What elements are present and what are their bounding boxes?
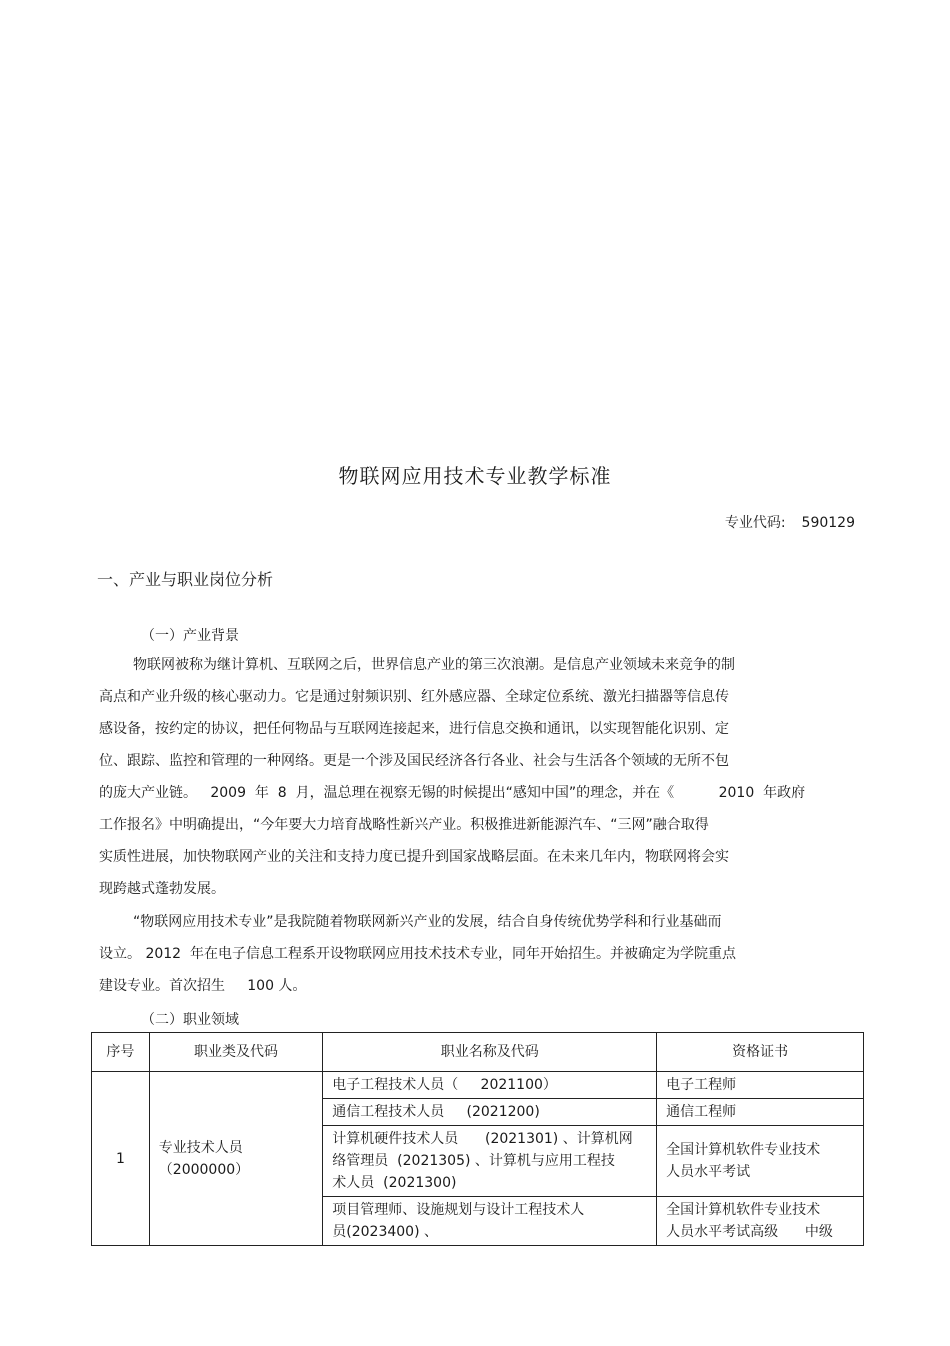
table-header-row (92, 1033, 864, 1072)
occupation-table (91, 1032, 864, 1246)
header-occupation: 职业名称及代码 (323, 1033, 657, 1072)
certificate-line: 通信工程师 (666, 1104, 737, 1120)
major-code (725, 512, 855, 532)
header-certificate: 资格证书 (657, 1033, 864, 1072)
occupation-line: 术人员 (2021300) (332, 1175, 457, 1191)
header-index: 序号 (92, 1033, 150, 1072)
header-category: 职业类及代码 (149, 1033, 322, 1072)
major-code-label: 专业代码: (724, 515, 786, 531)
paragraph-line: 物联网被称为继计算机、互联网之后，世界信息产业的第三次浪潮。是信息产业领域未来竞争的制 (133, 657, 735, 673)
section-heading-1: 一、产业与职业岗位分析 (97, 570, 274, 589)
paragraph-line: 建设专业。首次招生 100 人。 (99, 978, 307, 994)
category-line: （2000000） (158, 1161, 250, 1178)
paragraph-line: 设立。 2012 年在电子信息工程系开设物联网应用技术技术专业，同年开始招生。并被确定为学院重点 (99, 946, 736, 962)
occupation-line: 员(2023400) 、 (332, 1224, 439, 1240)
paragraph-line: 感设备，按约定的协议，把任何物品与互联网连接起来，进行信息交换和通讯，以实现智能化识别、定 (99, 721, 729, 737)
table-row (92, 1072, 864, 1099)
certificate-line: 人员水平考试 (666, 1164, 751, 1180)
paragraph-industry-background (99, 649, 806, 905)
certificate-line: 全国计算机软件专业技术 (666, 1202, 821, 1218)
occupation-cell (323, 1072, 657, 1099)
row-category (149, 1072, 322, 1246)
paragraph-line: 现跨越式蓬勃发展。 (99, 881, 225, 897)
major-code-value: 590129 (801, 515, 855, 531)
paragraph-line: 高点和产业升级的核心驱动力。它是通过射频识别、红外感应器、全球定位系统、激光扫描器等信息传 (99, 689, 729, 705)
certificate-line: 全国计算机软件专业技术 (666, 1142, 821, 1158)
row-index: 1 (92, 1072, 150, 1246)
occupation-cell (323, 1099, 657, 1126)
certificate-line: 人员水平考试高级 中级 (666, 1224, 833, 1240)
occupation-line: 计算机硬件技术人员 (2021301) 、计算机网 (332, 1131, 633, 1147)
subsection-heading-occupation: （二）职业领域 (141, 1012, 239, 1028)
occupation-cell (323, 1197, 657, 1246)
occupation-line: 项目管理师、设施规划与设计工程技术人 (332, 1202, 585, 1218)
occupation-line: 通信工程技术人员 (2021200) (332, 1104, 540, 1120)
certificate-cell (657, 1072, 864, 1099)
certificate-cell (657, 1126, 864, 1197)
occupation-line: 电子工程技术人员（ 2021100） (332, 1077, 557, 1093)
subsection-heading-industry: （一）产业背景 (141, 628, 239, 644)
certificate-cell (657, 1099, 864, 1126)
occupation-line: 络管理员 (2021305) 、计算机与应用工程技 (332, 1153, 615, 1169)
paragraph-line: 的庞大产业链。 2009 年 8 月，温总理在视察无锡的时候提出“感知中国”的理念，并在《 2010 年政府 (99, 785, 806, 801)
category-line: 专业技术人员 (158, 1139, 243, 1156)
paragraph-line: 位、跟踪、监控和管理的一种网络。更是一个涉及国民经济各行各业、社会与生活各个领域的无所不包 (99, 753, 729, 769)
paragraph-line: 实质性进展，加快物联网产业的关注和支持力度已提升到国家战略层面。在未来几年内，物联网将会实 (99, 849, 729, 865)
certificate-cell (657, 1197, 864, 1246)
certificate-line: 电子工程师 (666, 1077, 737, 1093)
paragraph-line: “物联网应用技术专业”是我院随着物联网新兴产业的发展，结合自身传统优势学科和行业基础而 (133, 914, 722, 930)
page-title: 物联网应用技术专业教学标准 (338, 464, 612, 488)
paragraph-line: 工作报名》中明确提出，“今年要大力培育战略性新兴产业。积极推进新能源汽车、“三网”融合取得 (99, 817, 709, 833)
paragraph-major-intro (99, 906, 779, 1002)
occupation-cell (323, 1126, 657, 1197)
